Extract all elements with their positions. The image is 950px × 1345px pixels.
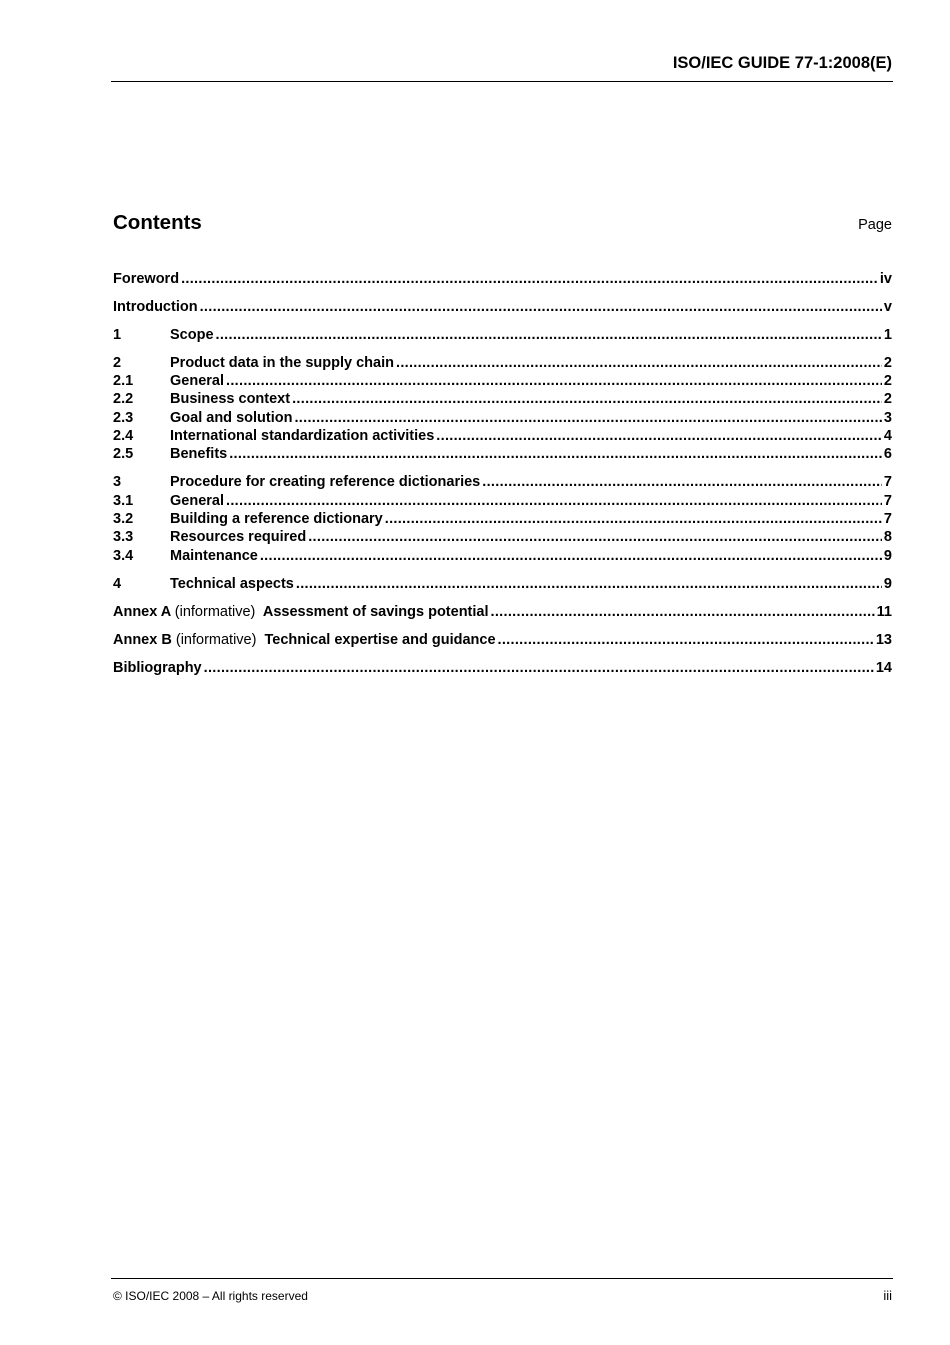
toc-leader-dots [296,575,882,594]
toc-entry-number: 2.5 [113,446,134,462]
toc-entry-page: 11 [876,604,892,620]
toc-entry-bibliography[interactable] [113,659,892,678]
toc-leader-dots [181,270,878,289]
toc-entry-3-3[interactable] [113,528,892,547]
toc-entry-3-1[interactable] [113,492,892,511]
toc-entry-3-2[interactable] [113,510,892,529]
toc-entry-number: 1 [113,327,122,343]
toc-leader-dots [482,473,882,492]
toc-leader-dots [396,354,882,373]
toc-entry-number: 3.1 [113,493,134,509]
toc-entry-number: 2.4 [113,428,134,444]
toc-entry-page: v [883,299,892,315]
toc-entry-number: 2.2 [113,391,134,407]
toc-entry-page: 1 [883,327,892,343]
toc-leader-dots [491,603,875,622]
toc-leader-dots [204,659,874,678]
toc-leader-dots [385,510,882,529]
copyright-notice: © ISO/IEC 2008 – All rights reserved [113,1289,308,1303]
toc-entry-title: Bibliography [113,660,202,676]
page-number: iii [883,1288,892,1303]
toc-entry-page: 7 [883,474,892,490]
toc-entry-2-3[interactable] [113,409,892,428]
toc-entry-page: 8 [883,529,892,545]
toc-entry-title: Benefits [170,446,228,462]
annex-kind: (informative) [174,604,256,620]
annex-title: Assessment of savings potential [262,604,489,620]
toc-entry-3-4[interactable] [113,547,892,566]
toc-entry-page: 14 [875,660,892,676]
toc-entry-title: Resources required [170,529,307,545]
toc-entry-page: 4 [883,428,892,444]
toc-entry-page: 7 [883,493,892,509]
toc-entry-page: 9 [883,576,892,592]
toc-entry-number: 3 [113,474,122,490]
toc-entry-number: 4 [113,576,122,592]
toc-entry-1[interactable] [113,326,892,345]
toc-entry-2-2[interactable] [113,390,892,409]
toc-entry-number: 2 [113,355,122,371]
toc-entry-3[interactable] [113,473,892,492]
document-identifier: ISO/IEC GUIDE 77-1:2008(E) [672,54,892,72]
toc-leader-dots [200,298,882,317]
toc-entry-2[interactable] [113,354,892,373]
toc-entry-annex-a[interactable] [113,603,892,622]
footer-rule [111,1278,893,1279]
toc-entry-page: 2 [883,355,892,371]
toc-leader-dots [498,631,874,650]
toc-leader-dots [260,547,882,566]
header-rule [111,81,893,82]
toc-entry-title: Introduction [113,299,198,315]
toc-leader-dots [229,445,882,464]
toc-entry-2-5[interactable] [113,445,892,464]
toc-entry-page: 2 [883,373,892,389]
toc-entry-title: Foreword [113,271,180,287]
page-column-label: Page [858,217,892,233]
toc-leader-dots [308,528,882,547]
toc-entry-page: iv [879,271,892,287]
toc-entry-number: 3.2 [113,511,134,527]
annex-kind: (informative) [175,632,257,648]
toc-entry-title: Product data in the supply chain [170,355,394,371]
toc-entry-title [113,631,496,650]
toc-leader-dots [226,372,882,391]
toc-entry-title: Procedure for creating reference dictionaries [170,474,481,490]
toc-entry-page: 9 [883,548,892,564]
toc-entry-title [113,603,489,622]
toc-entry-page: 3 [883,410,892,426]
toc-entry-foreword[interactable] [113,270,892,289]
toc-leader-dots [216,326,882,345]
toc-entry-title: General [170,493,224,509]
annex-label: Annex B [113,632,172,648]
toc-leader-dots [226,492,882,511]
toc-entry-title: Technical aspects [170,576,294,592]
toc-entry-title: Scope [170,327,214,343]
toc-entry-4[interactable] [113,575,892,594]
toc-leader-dots [436,427,882,446]
toc-entry-page: 2 [883,391,892,407]
toc-entry-title: General [170,373,224,389]
toc-entry-title: International standardization activities [170,428,435,444]
toc-entry-annex-b[interactable] [113,631,892,650]
toc-entry-number: 2.3 [113,410,134,426]
contents-heading: Contents [113,211,202,234]
toc-entry-number: 2.1 [113,373,134,389]
toc-leader-dots [294,409,881,428]
toc-leader-dots [292,390,882,409]
toc-entry-title: Business context [170,391,291,407]
toc-entry-title: Building a reference dictionary [170,511,383,527]
toc-entry-2-4[interactable] [113,427,892,446]
annex-label: Annex A [113,604,171,620]
annex-title: Technical expertise and guidance [264,632,496,648]
toc-entry-2-1[interactable] [113,372,892,391]
toc-entry-page: 7 [883,511,892,527]
toc-entry-title: Maintenance [170,548,258,564]
toc-entry-introduction[interactable] [113,298,892,317]
toc-entry-number: 3.3 [113,529,134,545]
toc-entry-number: 3.4 [113,548,134,564]
toc-entry-page: 13 [875,632,892,648]
toc-entry-page: 6 [883,446,892,462]
toc-entry-title: Goal and solution [170,410,293,426]
